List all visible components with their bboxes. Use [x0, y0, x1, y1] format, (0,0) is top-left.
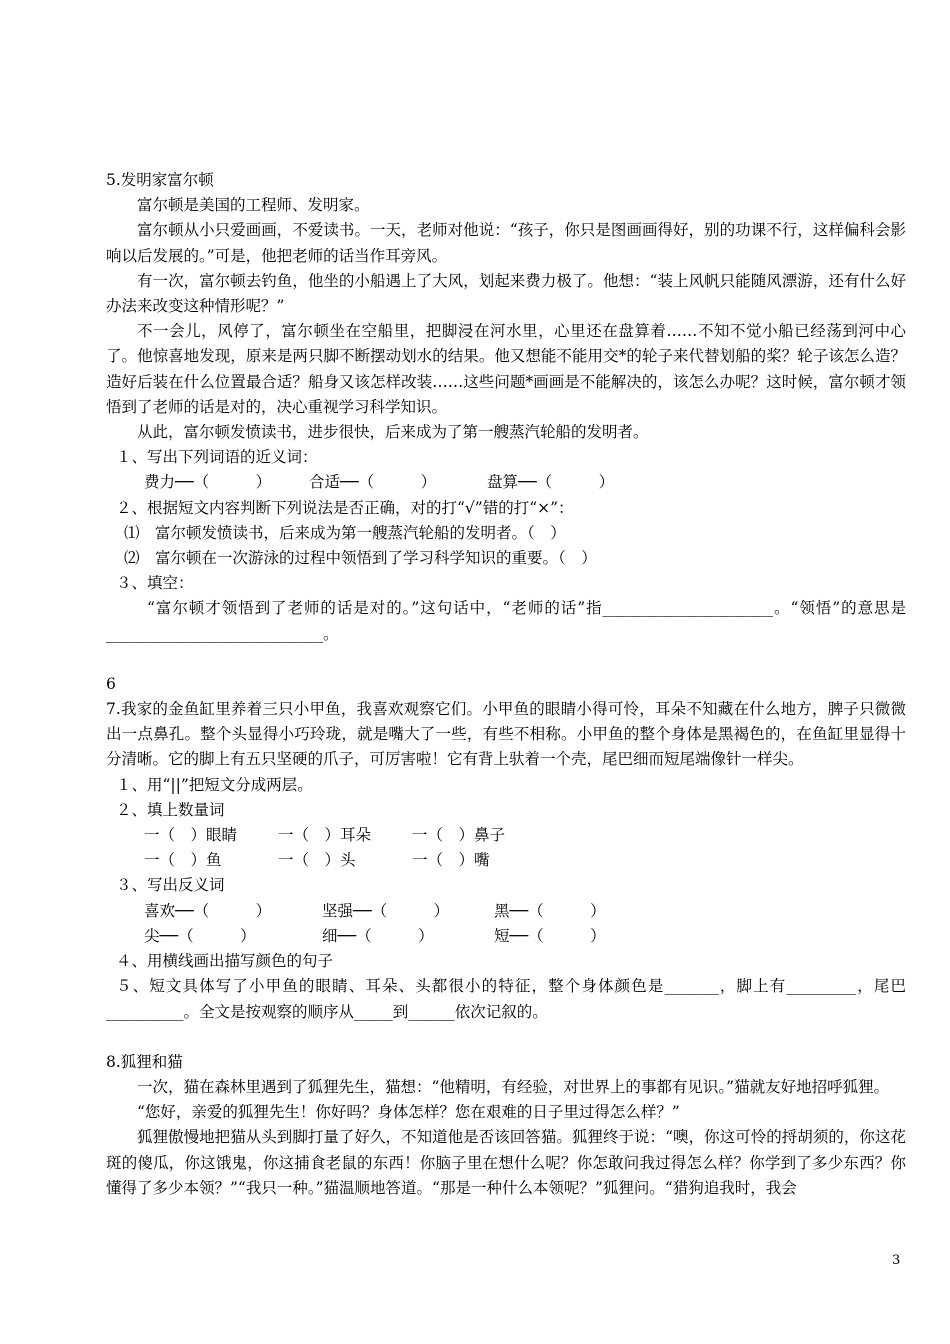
measure-word-item: 一（ ）耳朵 — [278, 826, 372, 845]
section-7-question-3-row-1 — [106, 899, 906, 924]
measure-word-item: 一（ ）头 — [278, 851, 356, 870]
section-6-title: 6 — [106, 674, 116, 693]
section-5-paragraph-2: 富尔顿从小只爱画画，不爱读书。一天，老师对他说：“孩子，你只是图画画得好，别的功课不行，这样偏科会影响以后发展的。”可是，他把老师的话当作耳旁风。 — [106, 221, 906, 265]
antonym-item: 黑──（ ） — [494, 901, 606, 920]
section-7-paragraph-1: 7.我家的金鱼缸里养着三只小甲鱼，我喜欢观察它们。小甲鱼的眼睛小得可怜，耳朵不知藏在什么地方，脾子只微微出一点鼻孔。整个头显得小巧玲珑，就是嘴大了一些，有些不相称。小甲鱼的整个身体是黑褐色的，在鱼缸里显得十分清晰。它的脚上有五只坚硬的爪子，可厉害啦！它有背上驮着一个壳，尾巴细而短尾端像针一样尖。 — [106, 700, 906, 769]
measure-word-item: 一（ ）眼睛 — [144, 826, 238, 845]
section-5-paragraph-5: 从此，富尔顿发愤读书，进步很快，后来成为了第一艘蒸汽轮船的发明者。 — [137, 423, 649, 442]
section-5-question-1: １、写出下列词语的近义词： — [116, 448, 318, 467]
antonym-item: 短──（ ） — [494, 926, 606, 945]
antonym-item: 尖──（ ） — [144, 926, 256, 945]
section-5-paragraph-4: 不一会儿，风停了，富尔顿坐在空船里，把脚浸在河水里，心里还在盘算着……不知不觉小船已经荡到河中心了。他惊喜地发现，原来是两只脚不断摆动划水的结果。他又想能不能用交*的轮子来代替划船的桨？轮子该怎么造？造好后装在什么位置最合适？船身又该怎样改装……这些问题*画画是不能解决的，该怎么办呢？这时候，富尔顿才领悟到了老师的话是对的，决心重视学习科学知识。 — [106, 322, 906, 416]
section-5-paragraph-1: 富尔顿是美国的工程师、发明家。 — [137, 196, 370, 215]
synonym-item: 合适──（ ） — [309, 473, 437, 492]
section-7-question-2-row-1 — [106, 823, 906, 848]
synonym-item: 盘算──（ ） — [487, 473, 615, 492]
section-7-question-1: １、用“||”把短文分成两层。 — [116, 775, 313, 794]
spacer — [106, 647, 906, 672]
section-7-question-5: ５、短文具体写了小甲鱼的眼睛、耳朵、头都很小的特征，整个身体颜色是_______，脚上有_________，尾巴__________。全文是按观察的顺序从_____到______依次记叙的。 — [106, 977, 906, 1021]
section-8-title: 8.狐狸和猫 — [106, 1052, 183, 1071]
document-body — [106, 168, 906, 1201]
measure-word-item: 一（ ）鱼 — [144, 851, 222, 870]
section-7-question-2: ２、填上数量词 — [116, 800, 225, 819]
section-7-question-3: ３、写出反义词 — [116, 876, 225, 895]
section-7-question-2-row-2 — [106, 848, 906, 873]
section-5-question-3: ３、填空： — [116, 574, 194, 593]
section-7-question-3-row-2 — [106, 924, 906, 949]
measure-word-item: 一（ ）鼻子 — [412, 826, 506, 845]
section-5-question-2: ２、根据短文内容判断下列说法是否正确，对的打“√”错的打“×”： — [116, 498, 574, 517]
spacer — [106, 1025, 906, 1050]
page-number: 3 — [892, 1253, 901, 1268]
section-5-question-1-items — [106, 470, 906, 495]
antonym-item: 细──（ ） — [322, 926, 434, 945]
section-8-paragraph-1: 一次，猫在森林里遇到了狐狸先生，猫想：“他精明，有经验，对世界上的事都有见识。”猫就友好地招呼狐狸。 — [137, 1077, 890, 1096]
section-8-paragraph-2: “您好，亲爱的狐狸先生！你好吗？身体怎样？您在艰难的日子里过得怎么样？” — [137, 1103, 680, 1122]
section-5-title: 5.发明家富尔顿 — [106, 171, 214, 189]
section-5-question-2-a: ⑴ 富尔顿发愤读书，后来成为第一艘蒸汽轮船的发明者。（ ） — [124, 523, 566, 542]
section-7-question-4: ４、用横线画出描写颜色的句子 — [116, 952, 334, 971]
antonym-item: 坚强──（ ） — [322, 901, 450, 920]
section-5-question-3-text: “富尔顿才领悟到了老师的话是对的。”这句话中，“老师的话”指______________________。“领悟”的意思是____________________________。 — [106, 599, 906, 643]
section-5-paragraph-3: 有一次，富尔顿去钓鱼，他坐的小船遇上了大风，划起来费力极了。他想：“装上风帆只能随风漂游，还有什么好办法来改变这种情形呢？” — [106, 271, 906, 316]
antonym-item: 喜欢──（ ） — [144, 901, 272, 920]
measure-word-item: 一（ ）嘴 — [412, 851, 490, 870]
synonym-item: 费力──（ ） — [144, 473, 272, 492]
section-8-paragraph-3: 狐狸傲慢地把猫从头到脚打量了好久，不知道他是否该回答猫。狐狸终于说：“噢，你这可怜的捋胡须的，你这花斑的傻瓜，你这饿鬼，你这捕食老鼠的东西！你脑子里在想什么呢？你怎敢问我过得怎么样？你学到了多少东西？你懂得了多少本领？”“我只一种。”猫温顺地答道。“那是一种什么本领呢？”狐狸问。“猎狗追我时，我会 — [106, 1128, 906, 1197]
section-5-question-2-b: ⑵ 富尔顿在一次游泳的过程中领悟到了学习科学知识的重要。（ ） — [124, 549, 597, 568]
